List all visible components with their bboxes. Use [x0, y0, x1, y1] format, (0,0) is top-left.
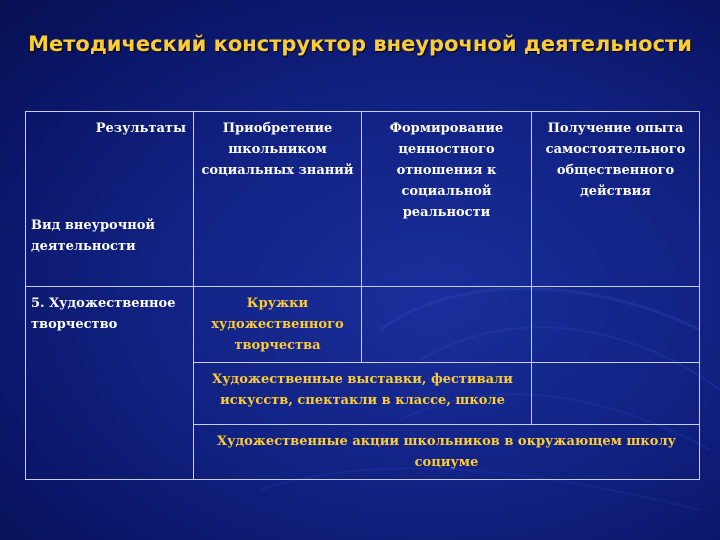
table-row: [26, 287, 700, 363]
header-corner-cell: [26, 112, 194, 287]
results-label: Результаты: [95, 121, 186, 136]
category-cell: 5. Художественное творчество: [26, 287, 194, 480]
exhibitions-cell: Художественные выставки, фестивали искусств, спектакли в классе, школе: [194, 363, 532, 425]
header-col-knowledge: Приобретение школьником социальных знаний: [194, 112, 362, 287]
clubs-cell: Кружки художественного творчества: [194, 287, 362, 363]
empty-cell: [362, 287, 532, 363]
activity-type-label: Вид внеурочной деятельности: [31, 218, 156, 254]
constructor-table: [25, 111, 700, 480]
header-col-values: Формирование ценностного отношения к социальной реальности: [362, 112, 532, 287]
header-col-experience: Получение опыта самостоятельного общественного действия: [532, 112, 700, 287]
table-header-row: [26, 112, 700, 287]
empty-cell: [532, 363, 700, 425]
empty-cell: [532, 287, 700, 363]
actions-cell: Художественные акции школьников в окружающем школу социуме: [194, 425, 700, 480]
page-title: Методический конструктор внеурочной деятельности: [28, 32, 692, 56]
